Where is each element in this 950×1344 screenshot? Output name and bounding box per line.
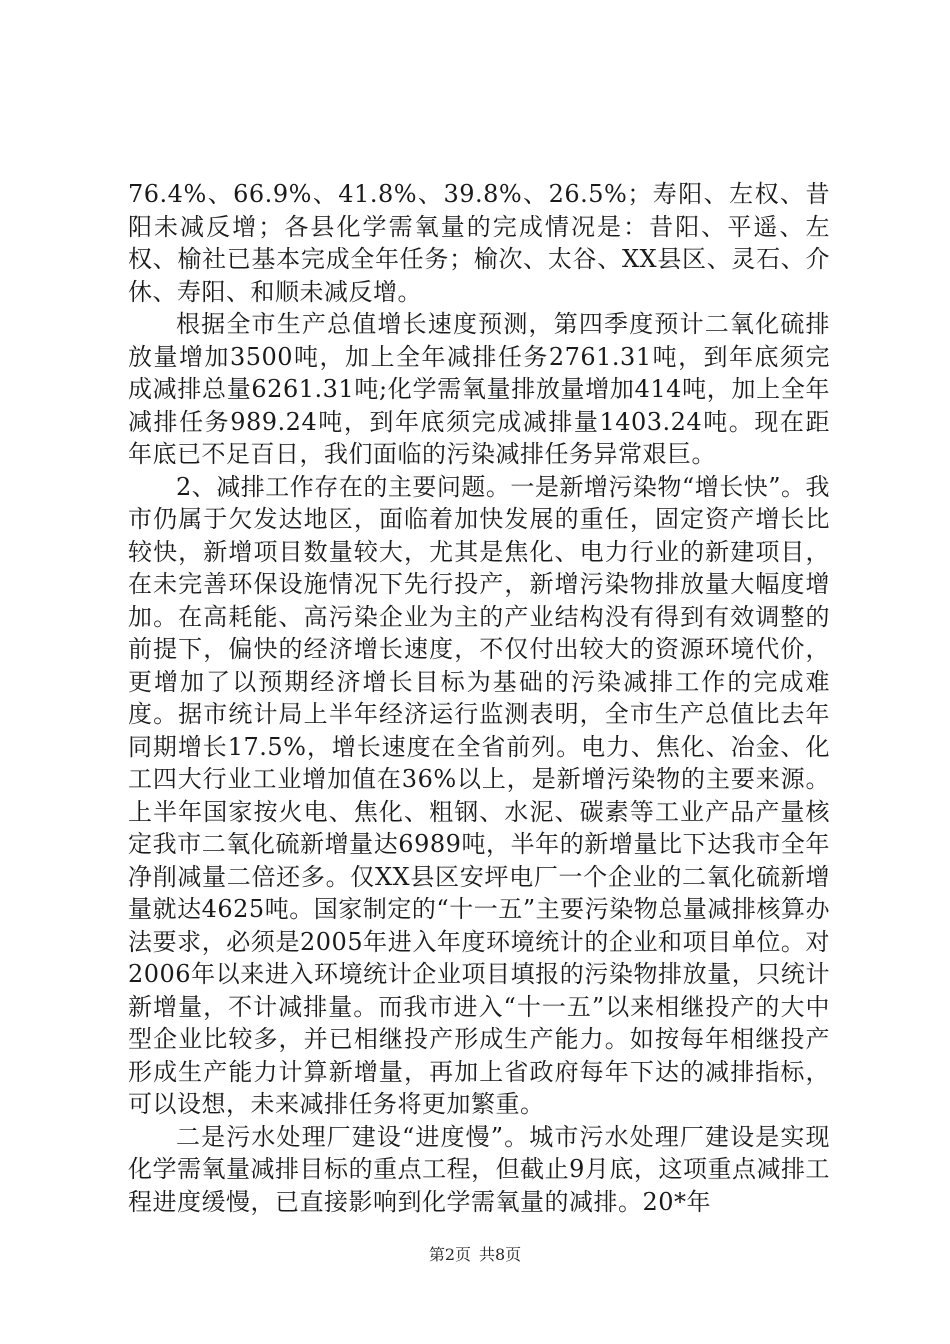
paragraph-sewage-plant: 二是污水处理厂建设“进度慢”。城市污水处理厂建设是实现化学需氧量减排目标的重点工程，但截止9月底，这项重点减排工程进度缓慢，已直接影响到化学需氧量的减排。20*年 <box>128 1122 830 1216</box>
paragraph-main-problems: 2、减排工作存在的主要问题。一是新增污染物“增长快”。我市仍属于欠发达地区，面临着加快发展的重任，固定资产增长比较快，新增项目数量较大，尤其是焦化、电力行业的新建项目，在未完善环保设施情况下先行投产，新增污染物排放量大幅度增加。在高耗能、高污染企业为主的产业结构没有得到有效调整的前提下，偏快的经济增长速度，不仅付出较大的资源环境代价，更增加了以预期经济增长目标为基础的污染减排工作的完成难度。据市统计局上半年经济运行监测表明，全市生产总值比去年同期增长17.5%，增长速度在全省前列。电力、焦化、冶金、化工四大行业工业增加值在36%以上，是新增污染物的主要来源。上半年国家按火电、焦化、粗钢、水泥、碳素等工业产品产量核定我市二氧化硫新增量达6989吨，半年的新增量比下达我市全年净削减量二倍还多。仅XX县区安坪电厂一个企业的二氧化硫新增量就达4625吨。国家制定的“十一五”主要污染物总量减排核算办法要求，必须是2005年进入年度环境统计的企业和项目单位。对2006年以来进入环境统计企业项目填报的污染物排放量，只统计新增量，不计减排量。而我市进入“十一五”以来相继投产的大中型企业比较多，并已相继投产形成生产能力。如按每年相继投产形成生产能力计算新增量，再加上省政府每年下达的减排指标，可以设想，未来减排任务将更加繁重。 <box>128 472 830 1118</box>
page-number: 第2页 <box>428 1245 471 1264</box>
paragraph-forecast: 根据全市生产总值增长速度预测，第四季度预计二氧化硫排放量增加3500吨，加上全年减排任务2761.31吨，到年底须完成减排总量6261.31吨;化学需氧量排放量增加414吨，加上全年减排任务989.24吨，到年底须完成减排量1403.24吨。现在距年底已不足百日，我们面临的污染减排任务异常艰巨。 <box>128 310 830 468</box>
paragraph-continuation: 76.4%、66.9%、41.8%、39.8%、26.5%；寿阳、左权、昔阳未减反增；各县化学需氧量的完成情况是：昔阳、平遥、左权、榆社已基本完成全年任务；榆次、太谷、XX县区、灵石、介休、寿阳、和顺未减反增。 <box>128 180 830 306</box>
document-body <box>128 178 830 1218</box>
page-footer <box>0 1242 950 1265</box>
page-total: 共8页 <box>479 1245 522 1264</box>
